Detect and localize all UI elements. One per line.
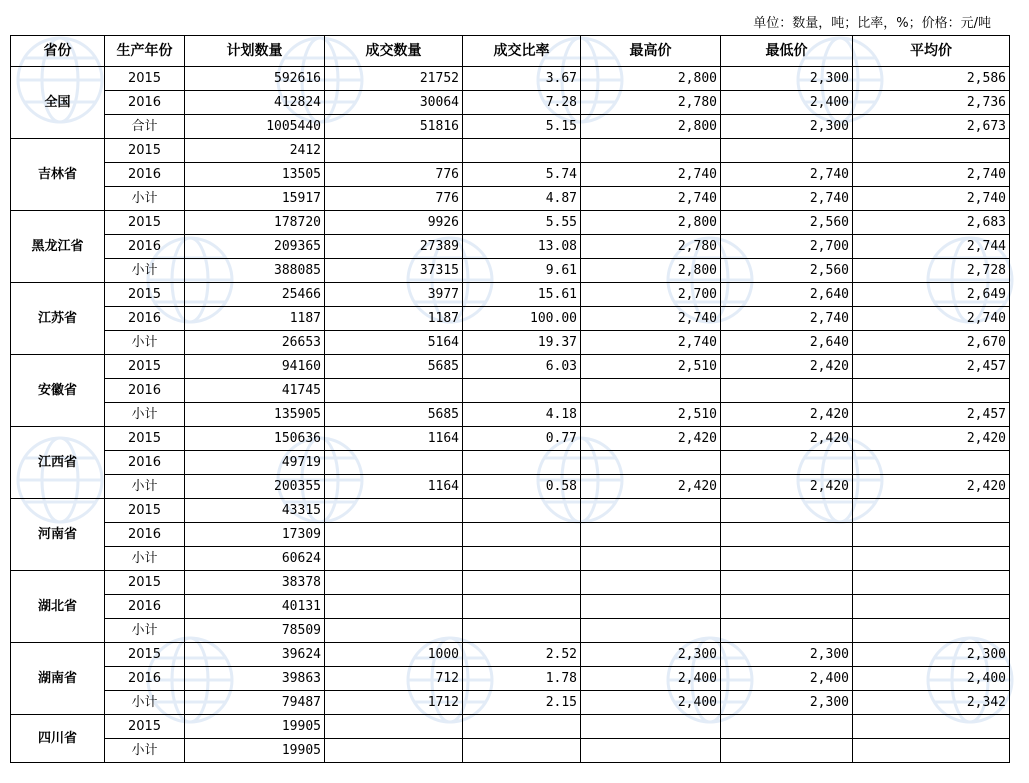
cell-planned: 388085 [185,259,325,283]
cell-max-price [581,739,721,763]
cell-ratio: 9.61 [463,259,581,283]
table-row [11,235,1010,259]
cell-max-price: 2,420 [581,427,721,451]
cell-max-price: 2,740 [581,307,721,331]
province-name: 湖南省 [11,643,105,715]
cell-min-price: 2,740 [721,307,853,331]
cell-traded: 3977 [325,283,463,307]
cell-avg-price: 2,673 [853,115,1010,139]
table-row [11,163,1010,187]
cell-max-price: 2,400 [581,667,721,691]
cell-planned: 200355 [185,475,325,499]
cell-ratio: 15.61 [463,283,581,307]
cell-year: 小计 [105,691,185,715]
cell-traded [325,139,463,163]
cell-min-price: 2,300 [721,643,853,667]
cell-max-price: 2,420 [581,475,721,499]
cell-min-price: 2,560 [721,211,853,235]
cell-min-price: 2,740 [721,163,853,187]
cell-planned: 43315 [185,499,325,523]
table-row [11,307,1010,331]
cell-avg-price [853,595,1010,619]
table-row [11,715,1010,739]
cell-planned: 1187 [185,307,325,331]
cell-planned: 39624 [185,643,325,667]
cell-year: 小计 [105,259,185,283]
cell-max-price: 2,700 [581,283,721,307]
cell-min-price [721,379,853,403]
cell-ratio [463,499,581,523]
cell-year: 2016 [105,595,185,619]
cell-min-price [721,571,853,595]
cell-traded: 5685 [325,355,463,379]
cell-ratio [463,547,581,571]
cell-ratio: 3.67 [463,67,581,91]
cell-avg-price: 2,457 [853,403,1010,427]
cell-traded: 1164 [325,427,463,451]
cell-traded [325,523,463,547]
cell-traded: 5685 [325,403,463,427]
cell-traded [325,619,463,643]
province-name: 吉林省 [11,139,105,211]
cell-planned: 13505 [185,163,325,187]
cell-max-price: 2,740 [581,331,721,355]
cell-planned: 150636 [185,427,325,451]
table-row [11,523,1010,547]
cell-traded: 30064 [325,91,463,115]
table-row [11,259,1010,283]
auction-results-table [10,35,1010,763]
cell-max-price [581,451,721,475]
table-row [11,667,1010,691]
cell-ratio: 6.03 [463,355,581,379]
cell-min-price: 2,420 [721,475,853,499]
cell-avg-price [853,499,1010,523]
cell-ratio [463,523,581,547]
cell-traded: 1164 [325,475,463,499]
cell-avg-price [853,523,1010,547]
cell-ratio [463,451,581,475]
cell-ratio: 4.18 [463,403,581,427]
cell-max-price: 2,800 [581,211,721,235]
cell-avg-price: 2,457 [853,355,1010,379]
cell-year: 2015 [105,139,185,163]
cell-year: 小计 [105,739,185,763]
header-year: 生产年份 [105,36,185,67]
table-row [11,619,1010,643]
cell-avg-price: 2,342 [853,691,1010,715]
cell-max-price [581,715,721,739]
cell-ratio [463,139,581,163]
table-row [11,547,1010,571]
cell-traded: 1187 [325,307,463,331]
cell-ratio [463,595,581,619]
table-row [11,739,1010,763]
cell-planned: 2412 [185,139,325,163]
cell-max-price [581,139,721,163]
cell-ratio: 7.28 [463,91,581,115]
cell-avg-price: 2,586 [853,67,1010,91]
table-row [11,379,1010,403]
cell-ratio: 5.15 [463,115,581,139]
cell-planned: 209365 [185,235,325,259]
cell-year: 2016 [105,163,185,187]
cell-avg-price [853,571,1010,595]
cell-year: 2015 [105,643,185,667]
cell-planned: 39863 [185,667,325,691]
table-row [11,187,1010,211]
cell-max-price: 2,740 [581,163,721,187]
cell-max-price [581,571,721,595]
table-row [11,331,1010,355]
province-name: 安徽省 [11,355,105,427]
province-name: 黑龙江省 [11,211,105,283]
cell-traded [325,379,463,403]
cell-ratio [463,571,581,595]
cell-min-price: 2,560 [721,259,853,283]
header-province: 省份 [11,36,105,67]
cell-year: 小计 [105,547,185,571]
cell-max-price: 2,740 [581,187,721,211]
cell-year: 2016 [105,379,185,403]
table-row [11,451,1010,475]
cell-max-price [581,379,721,403]
cell-traded [325,571,463,595]
cell-avg-price [853,547,1010,571]
cell-ratio: 100.00 [463,307,581,331]
province-name: 湖北省 [11,571,105,643]
cell-traded: 712 [325,667,463,691]
cell-planned: 49719 [185,451,325,475]
table-row [11,475,1010,499]
cell-avg-price: 2,420 [853,427,1010,451]
cell-min-price [721,547,853,571]
cell-planned: 412824 [185,91,325,115]
cell-ratio [463,379,581,403]
table-row [11,211,1010,235]
cell-max-price: 2,800 [581,115,721,139]
cell-avg-price: 2,740 [853,163,1010,187]
cell-year: 2016 [105,451,185,475]
cell-max-price [581,595,721,619]
cell-year: 2015 [105,715,185,739]
cell-planned: 17309 [185,523,325,547]
cell-min-price [721,139,853,163]
cell-min-price: 2,740 [721,187,853,211]
header-ratio: 成交比率 [463,36,581,67]
cell-max-price: 2,780 [581,235,721,259]
cell-avg-price [853,451,1010,475]
cell-max-price: 2,510 [581,355,721,379]
cell-traded: 776 [325,187,463,211]
unit-note: 单位：数量，吨；比率，%；价格：元/吨 [753,16,991,31]
cell-planned: 79487 [185,691,325,715]
cell-year: 小计 [105,187,185,211]
cell-planned: 40131 [185,595,325,619]
cell-traded [325,547,463,571]
cell-traded: 776 [325,163,463,187]
table-row [11,355,1010,379]
table-row [11,91,1010,115]
cell-min-price [721,451,853,475]
cell-ratio: 13.08 [463,235,581,259]
cell-year: 2016 [105,91,185,115]
cell-ratio [463,619,581,643]
cell-min-price: 2,420 [721,427,853,451]
cell-avg-price: 2,744 [853,235,1010,259]
cell-year: 小计 [105,331,185,355]
cell-min-price [721,739,853,763]
cell-max-price [581,619,721,643]
cell-avg-price [853,619,1010,643]
province-name: 四川省 [11,715,105,763]
cell-year: 2016 [105,235,185,259]
cell-year: 小计 [105,475,185,499]
cell-max-price [581,523,721,547]
cell-year: 小计 [105,619,185,643]
cell-year: 2016 [105,307,185,331]
cell-planned: 15917 [185,187,325,211]
cell-max-price: 2,510 [581,403,721,427]
cell-traded: 37315 [325,259,463,283]
cell-ratio: 4.87 [463,187,581,211]
table-row [11,403,1010,427]
province-name: 河南省 [11,499,105,571]
cell-ratio [463,715,581,739]
cell-avg-price: 2,728 [853,259,1010,283]
province-name: 江苏省 [11,283,105,355]
cell-avg-price [853,379,1010,403]
cell-avg-price: 2,683 [853,211,1010,235]
table-row [11,139,1010,163]
table-row [11,691,1010,715]
cell-min-price: 2,640 [721,331,853,355]
cell-planned: 94160 [185,355,325,379]
table-row [11,571,1010,595]
table-row [11,427,1010,451]
cell-min-price: 2,700 [721,235,853,259]
cell-avg-price: 2,300 [853,643,1010,667]
cell-traded: 21752 [325,67,463,91]
cell-year: 2015 [105,427,185,451]
cell-avg-price: 2,670 [853,331,1010,355]
cell-planned: 25466 [185,283,325,307]
cell-year: 2015 [105,283,185,307]
cell-min-price [721,595,853,619]
cell-min-price: 2,300 [721,691,853,715]
header-row [11,36,1010,67]
cell-planned: 60624 [185,547,325,571]
cell-avg-price: 2,400 [853,667,1010,691]
table-row [11,115,1010,139]
header-max-price: 最高价 [581,36,721,67]
cell-avg-price: 2,649 [853,283,1010,307]
header-traded: 成交数量 [325,36,463,67]
cell-min-price: 2,400 [721,667,853,691]
cell-ratio: 2.15 [463,691,581,715]
cell-max-price [581,547,721,571]
cell-avg-price: 2,740 [853,187,1010,211]
cell-ratio: 5.55 [463,211,581,235]
cell-avg-price [853,715,1010,739]
cell-ratio: 0.58 [463,475,581,499]
cell-planned: 135905 [185,403,325,427]
cell-min-price [721,523,853,547]
cell-year: 2016 [105,523,185,547]
cell-traded [325,451,463,475]
cell-min-price [721,715,853,739]
cell-year: 2015 [105,67,185,91]
table-row [11,67,1010,91]
cell-avg-price [853,739,1010,763]
cell-planned: 78509 [185,619,325,643]
cell-year: 2015 [105,211,185,235]
cell-traded: 5164 [325,331,463,355]
cell-planned: 41745 [185,379,325,403]
cell-ratio [463,739,581,763]
cell-ratio: 1.78 [463,667,581,691]
cell-planned: 1005440 [185,115,325,139]
header-avg-price: 平均价 [853,36,1010,67]
table-row [11,595,1010,619]
cell-min-price [721,619,853,643]
cell-min-price: 2,300 [721,115,853,139]
header-min-price: 最低价 [721,36,853,67]
cell-max-price: 2,800 [581,259,721,283]
cell-year: 小计 [105,403,185,427]
cell-avg-price: 2,740 [853,307,1010,331]
cell-traded [325,499,463,523]
cell-ratio: 2.52 [463,643,581,667]
cell-traded [325,595,463,619]
cell-traded: 1712 [325,691,463,715]
cell-year: 2016 [105,667,185,691]
cell-planned: 592616 [185,67,325,91]
cell-min-price: 2,420 [721,403,853,427]
cell-traded [325,715,463,739]
table-row [11,643,1010,667]
cell-planned: 26653 [185,331,325,355]
province-name: 江西省 [11,427,105,499]
cell-traded: 1000 [325,643,463,667]
cell-avg-price [853,139,1010,163]
cell-max-price: 2,780 [581,91,721,115]
cell-year: 合计 [105,115,185,139]
cell-ratio: 0.77 [463,427,581,451]
cell-year: 2015 [105,571,185,595]
cell-planned: 38378 [185,571,325,595]
cell-planned: 19905 [185,739,325,763]
cell-max-price: 2,800 [581,67,721,91]
cell-planned: 178720 [185,211,325,235]
cell-traded: 9926 [325,211,463,235]
cell-ratio: 5.74 [463,163,581,187]
cell-traded [325,739,463,763]
cell-year: 2015 [105,355,185,379]
cell-traded: 27389 [325,235,463,259]
cell-ratio: 19.37 [463,331,581,355]
cell-avg-price: 2,420 [853,475,1010,499]
cell-planned: 19905 [185,715,325,739]
cell-min-price: 2,300 [721,67,853,91]
table-row [11,499,1010,523]
table-row [11,283,1010,307]
province-name: 全国 [11,67,105,139]
cell-min-price: 2,640 [721,283,853,307]
header-planned: 计划数量 [185,36,325,67]
cell-min-price: 2,400 [721,91,853,115]
cell-max-price [581,499,721,523]
cell-max-price: 2,300 [581,643,721,667]
cell-min-price: 2,420 [721,355,853,379]
cell-traded: 51816 [325,115,463,139]
cell-avg-price: 2,736 [853,91,1010,115]
cell-year: 2015 [105,499,185,523]
cell-min-price [721,499,853,523]
cell-max-price: 2,400 [581,691,721,715]
